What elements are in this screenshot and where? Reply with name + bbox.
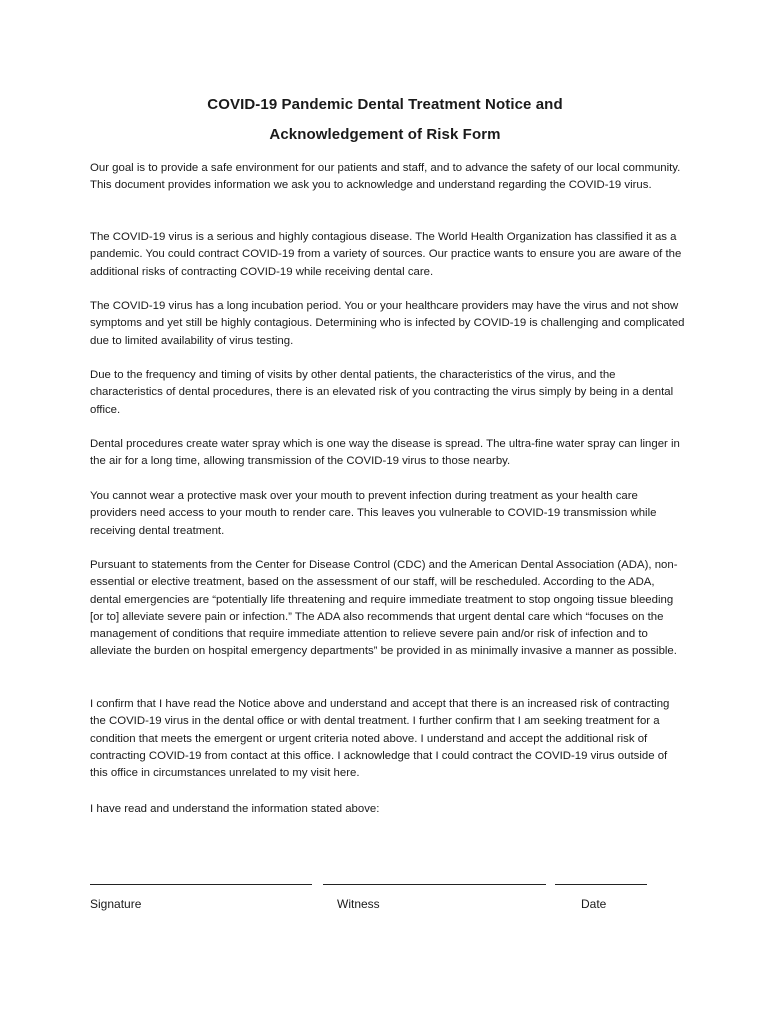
date-label: Date xyxy=(581,897,607,911)
paragraph-incubation: The COVID-19 virus has a long incubation period. You or your healthcare providers may have the virus and not show symptoms and yet still be highly contagious. Determining who is infected by COVID-19 is challenging and complicated due to limited availability of virus testing. xyxy=(90,300,685,347)
paragraph-confirmation: I confirm that I have read the Notice above and understand and accept that there is an increased risk of contracting the COVID-19 virus in the dental office or with dental treatment. I further confirm that I am seeking treatment for a condition that meets the emergent or urgent criteria noted above. I understand and accept the additional risk of contracting COVID-19 from contact at this office. I acknowledge that I could contract the COVID-19 virus outside of this office in circumstances unrelated to my visit here. xyxy=(90,698,670,780)
form-title-line-2: Acknowledgement of Risk Form xyxy=(269,126,501,143)
witness-line[interactable] xyxy=(323,884,546,885)
paragraph-goal: Our goal is to provide a safe environment for our patients and staff, and to advance the safety of our local community. This document provides information we ask you to acknowledge and understand regarding the COVID-19 virus. xyxy=(90,162,681,192)
paragraph-cdc-ada: Pursuant to statements from the Center for Disease Control (CDC) and the American Dental Association (ADA), non-essential or elective treatment, based on the assessment of our staff, will be rescheduled. According to the ADA, dental emergencies are “potentially life threatening and require immediate treatment to stop ongoing tissue bleeding [or to] alleviate severe pain or infection.” The ADA also recommends that urgent dental care which “focuses on the management of conditions that require immediate attention to relieve severe pain and/or risk of infection and to alleviate the burden on hospital emergency departments” be provided in as minimally invasive a manner as possible. xyxy=(90,559,678,658)
signature-label: Signature xyxy=(90,897,142,911)
paragraph-protective-mask: You cannot wear a protective mask over your mouth to prevent infection during treatment as your health care providers need access to your mouth to render care. This leaves you vulnerable to COVID-19 transmission while receiving dental treatment. xyxy=(90,490,657,537)
form-title-line-1: COVID-19 Pandemic Dental Treatment Notice and xyxy=(207,96,563,113)
paragraph-acknowledgement: I have read and understand the information stated above: xyxy=(90,803,380,815)
paragraph-elevated-risk: Due to the frequency and timing of visits by other dental patients, the characteristics of the virus, and the characteristics of dental procedures, there is an elevated risk of you contracting the virus simply by being in a dental office. xyxy=(90,369,674,416)
paragraph-contagious: The COVID-19 virus is a serious and highly contagious disease. The World Health Organization has classified it as a pandemic. You could contract COVID-19 from a variety of sources. Our practice wants to ensure you are aware of the additional risks of contracting COVID-19 while receiving dental care. xyxy=(90,231,682,278)
paragraph-water-spray: Dental procedures create water spray which is one way the disease is spread. The ultra-fine water spray can linger in the air for a long time, allowing transmission of the COVID-19 virus to those nearby. xyxy=(90,438,680,468)
witness-label: Witness xyxy=(337,897,380,911)
date-line[interactable] xyxy=(555,884,647,885)
signature-line[interactable] xyxy=(90,884,312,885)
